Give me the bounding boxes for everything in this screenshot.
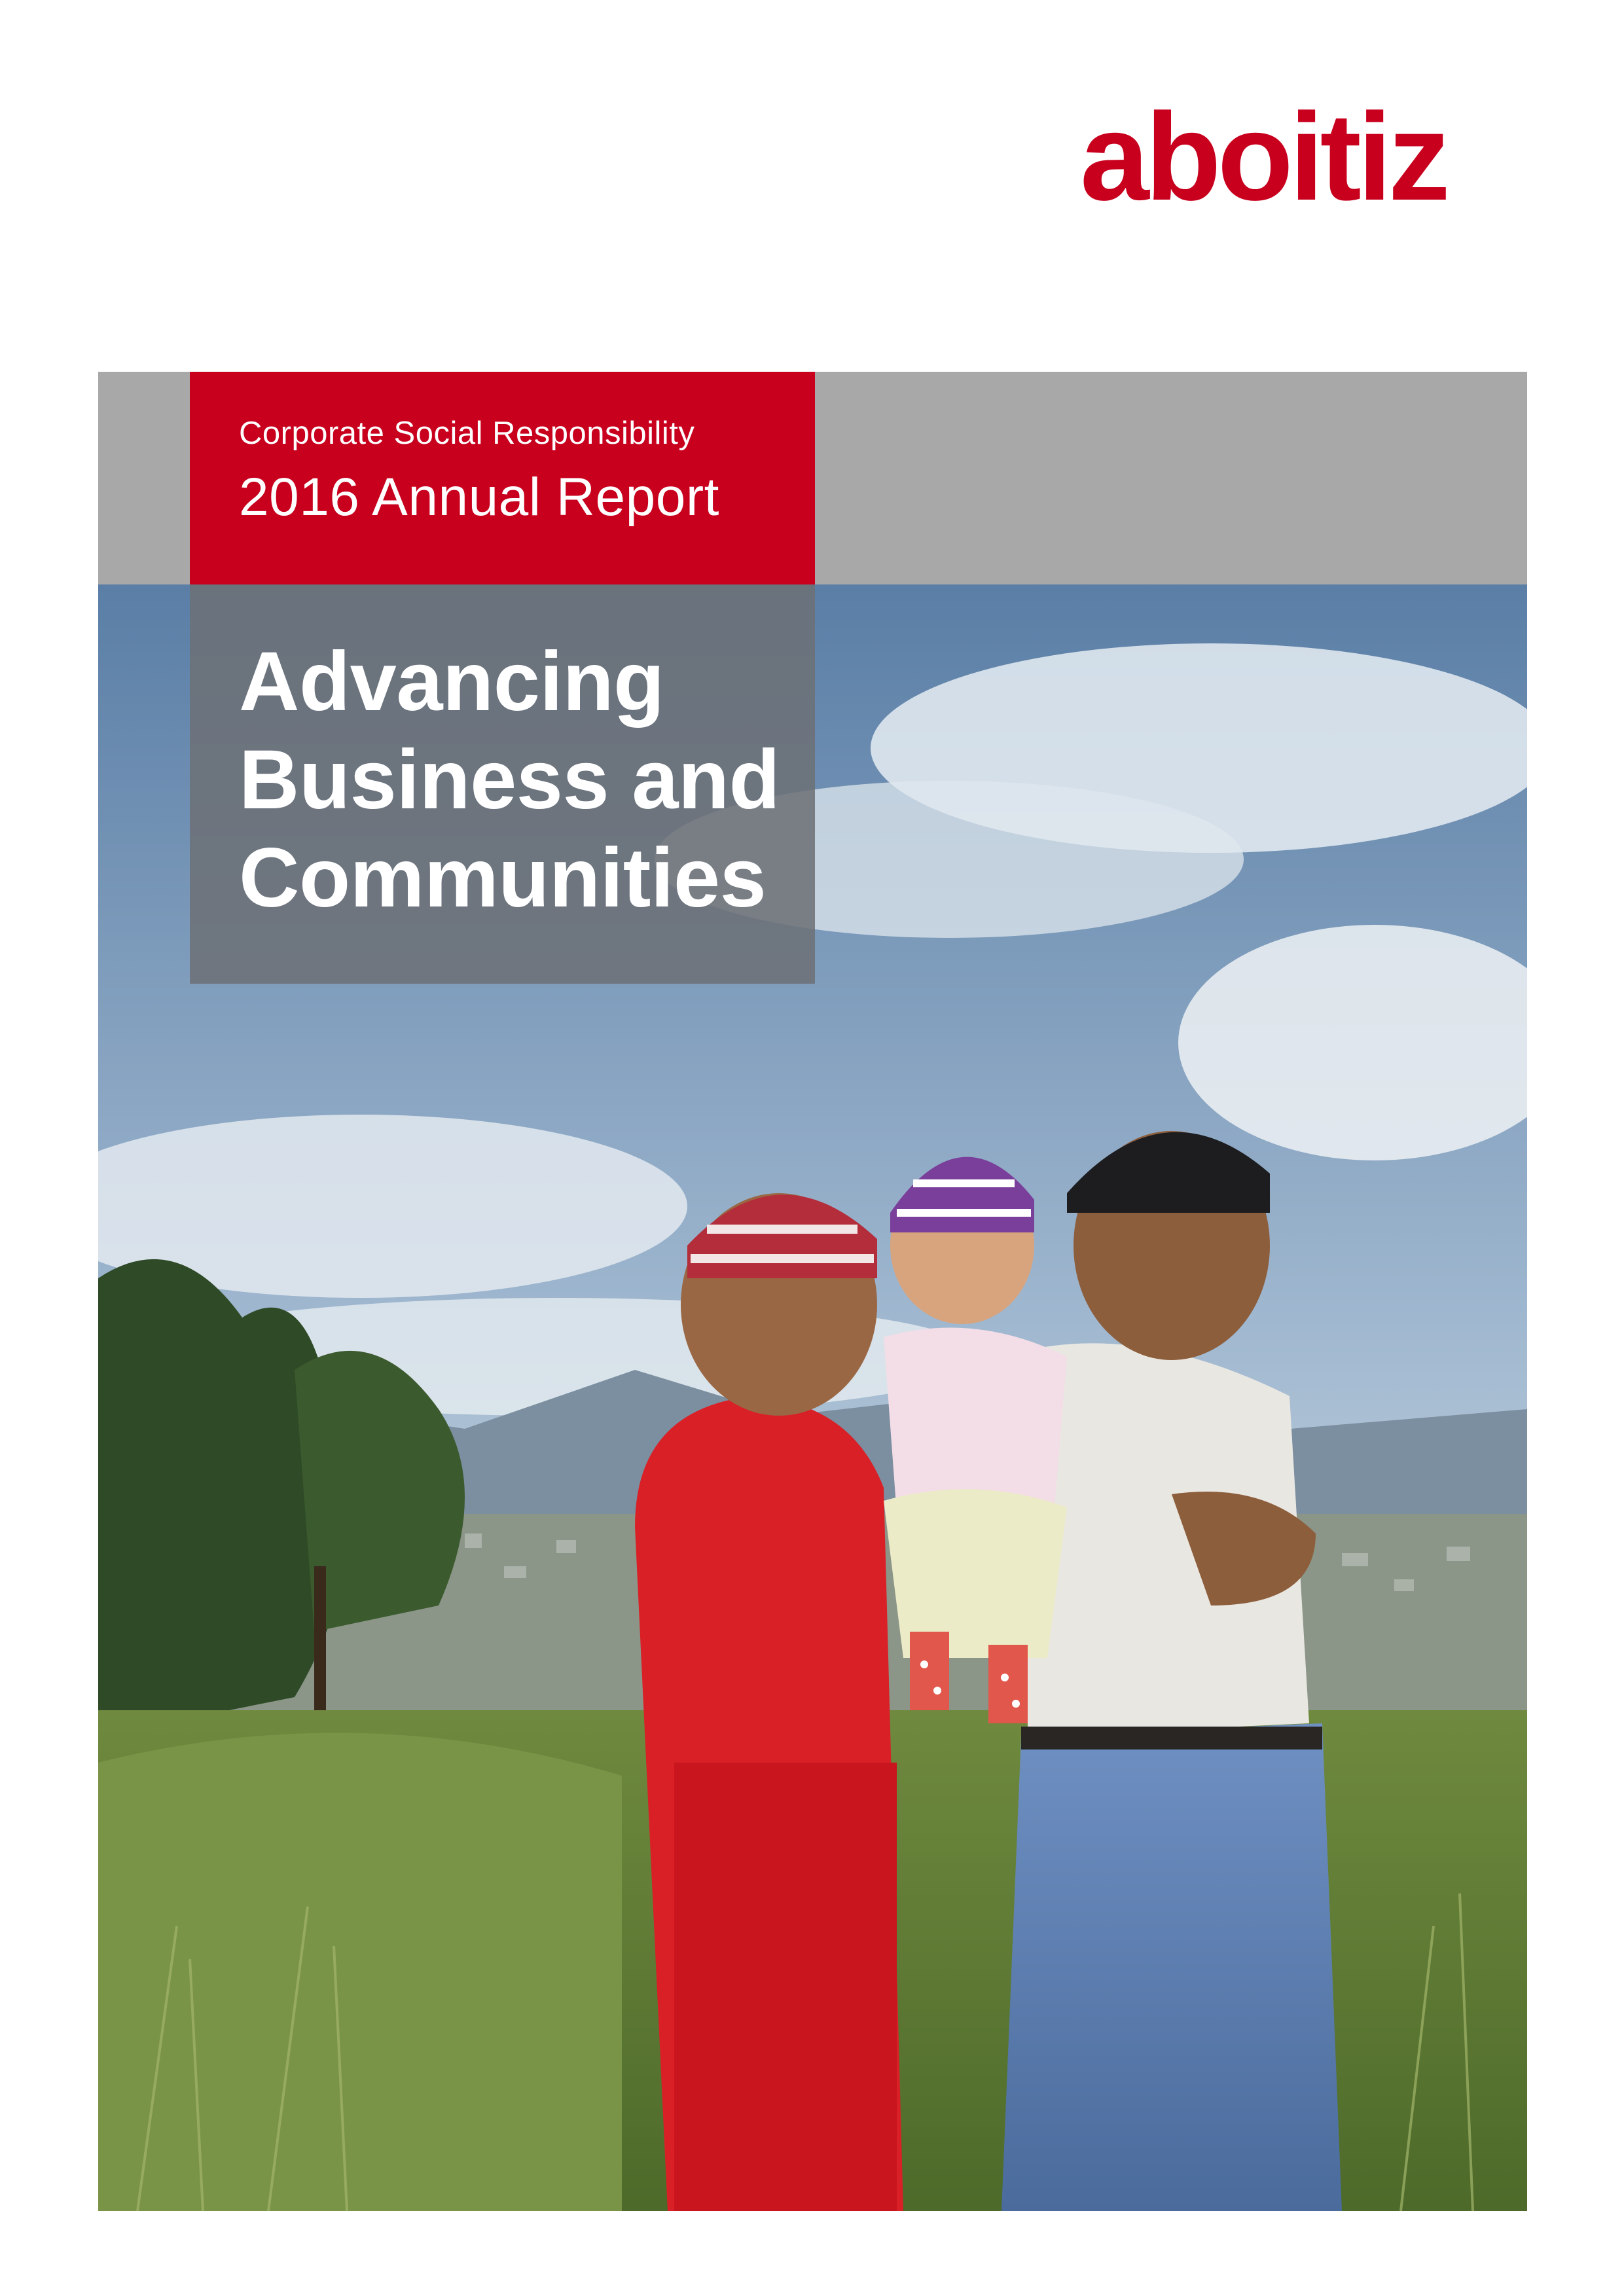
report-label-panel bbox=[190, 372, 815, 584]
cover-title-box bbox=[190, 584, 815, 984]
report-edition: 2016 Annual Report bbox=[239, 467, 719, 527]
cover-title-line-1: Advancing bbox=[239, 635, 664, 728]
cover-title-line-2: Business and bbox=[239, 733, 780, 827]
report-kicker: Corporate Social Responsibility bbox=[239, 416, 695, 451]
aboitiz-logo-mark bbox=[1080, 98, 1532, 223]
aboitiz-logo bbox=[1080, 98, 1532, 223]
cover-title-line-3: Communities bbox=[239, 831, 767, 925]
svg-text:aboitiz: aboitiz bbox=[1080, 98, 1447, 223]
cover-frame bbox=[98, 372, 1527, 2211]
